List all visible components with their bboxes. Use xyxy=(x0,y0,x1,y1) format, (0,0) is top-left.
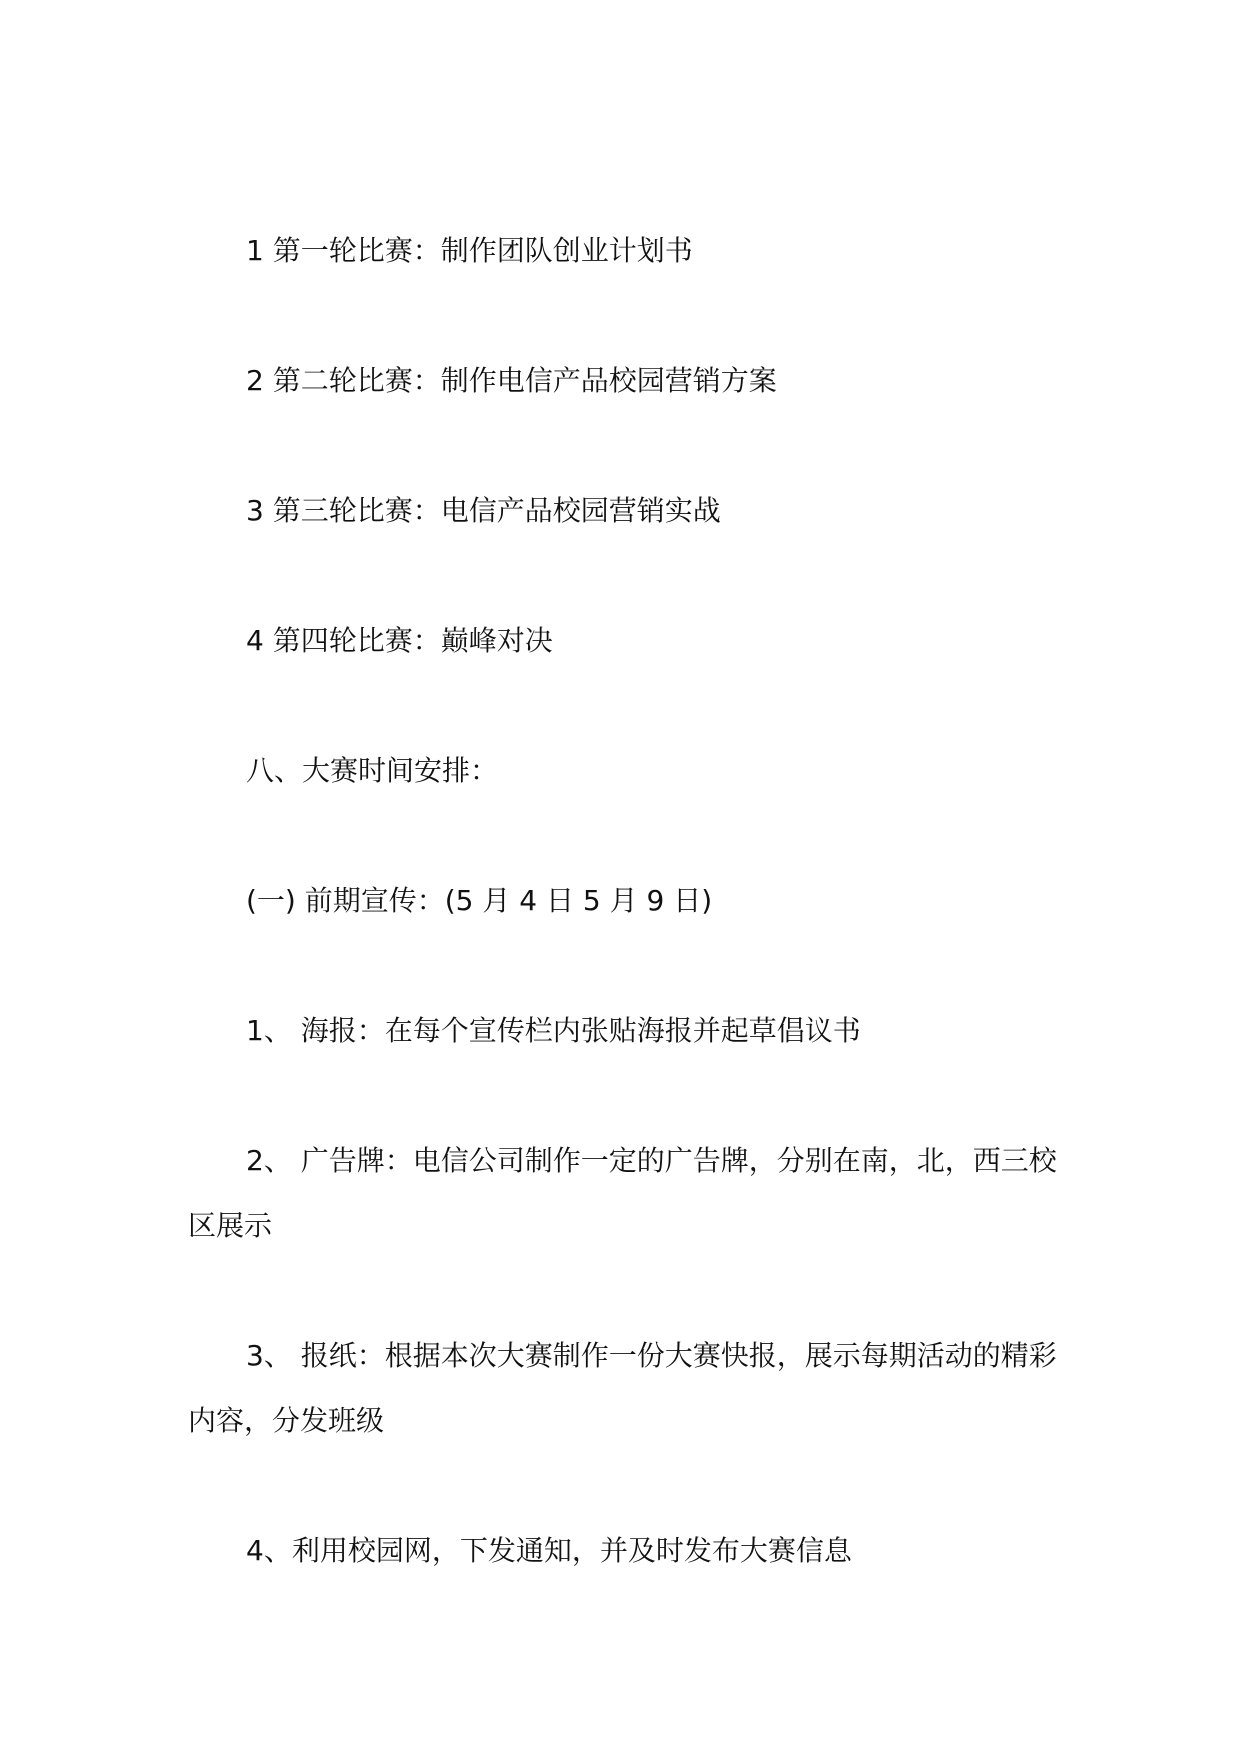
subsection-heading-publicity: (一) 前期宣传：(5 月 4 日 5 月 9 日) xyxy=(246,884,713,917)
paragraph-round-4: 4 第四轮比赛：巅峰对决 xyxy=(246,624,553,657)
paragraph-round-2: 2 第二轮比赛：制作电信产品校园营销方案 xyxy=(246,364,777,397)
list-item-billboard: 2、 广告牌：电信公司制作一定的广告牌，分别在南，北，西三校区展示 xyxy=(188,1144,1057,1242)
paragraph-round-3: 3 第三轮比赛：电信产品校园营销实战 xyxy=(246,494,721,527)
section-heading-schedule: 八、大赛时间安排： xyxy=(246,754,499,787)
paragraph-round-1: 1 第一轮比赛：制作团队创业计划书 xyxy=(246,234,693,267)
list-item-poster: 1、 海报：在每个宣传栏内张贴海报并起草倡议书 xyxy=(246,1014,861,1047)
list-item-newspaper: 3、 报纸：根据本次大赛制作一份大赛快报，展示每期活动的精彩内容，分发班级 xyxy=(188,1339,1057,1437)
list-item-campus-network: 4、利用校园网，下发通知，并及时发布大赛信息 xyxy=(246,1534,852,1567)
